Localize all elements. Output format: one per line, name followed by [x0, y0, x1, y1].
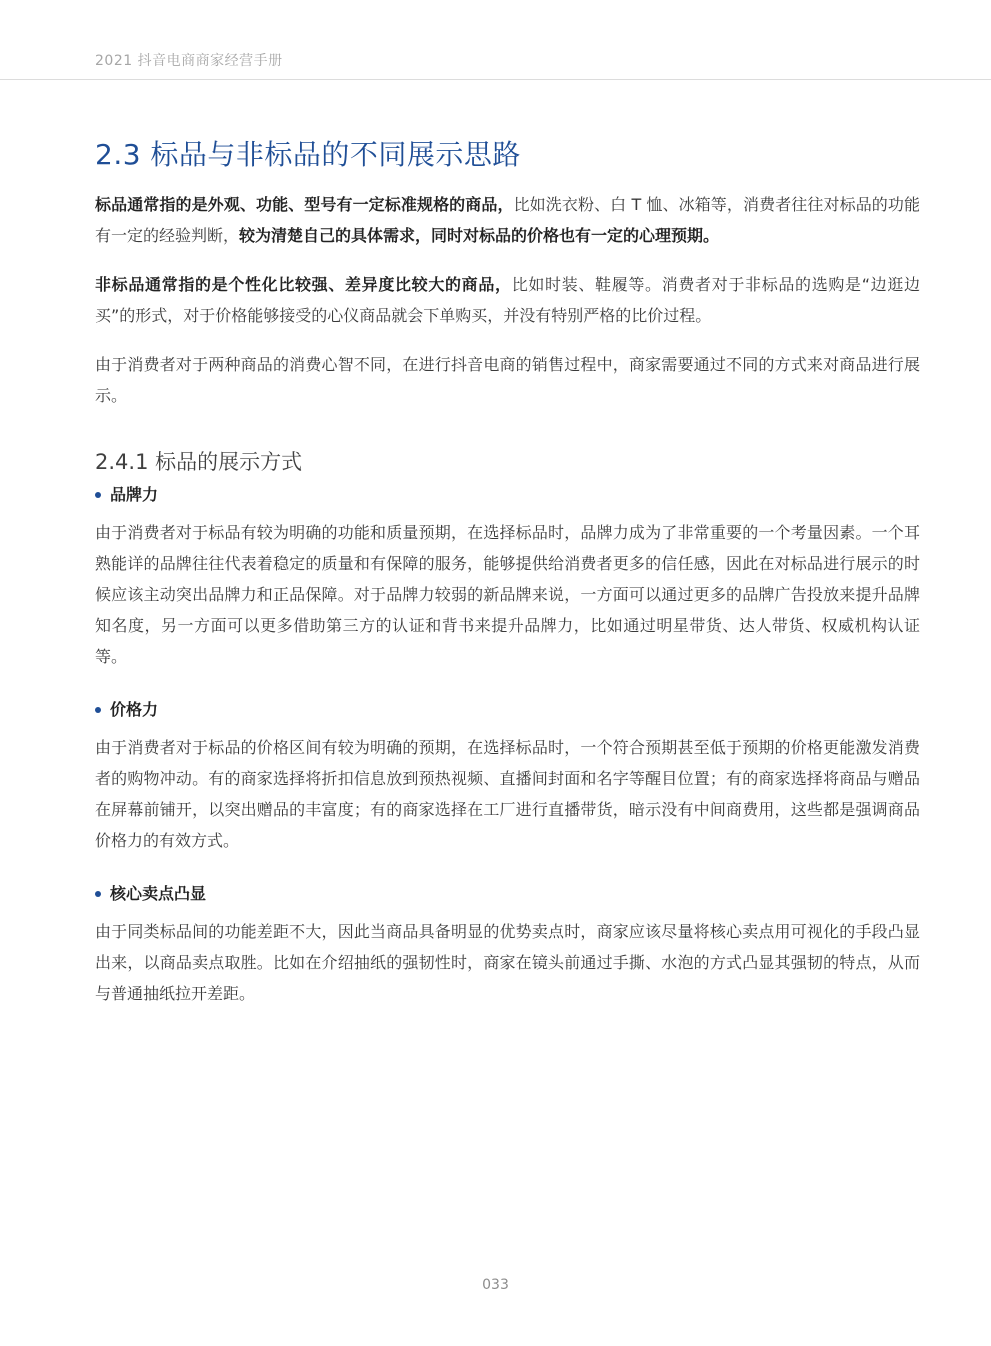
bullet-heading-price: [95, 698, 920, 722]
paragraph-selling-point: 由于同类标品间的功能差距不大，因此当商品具备明显的优势卖点时，商家应该尽量将核心卖点用可视化的手段凸显出来，以商品卖点取胜。比如在介绍抽纸的强韧性时，商家在镜头前通过手撕、水泡的方式凸显其强韧的特点，从而与普通抽纸拉开差距。: [95, 922, 920, 1003]
bullet-heading-selling-point: [95, 882, 920, 906]
body-text: 比如时装、鞋履等。消费者对于非标品的选购是“边逛边买”的形式，对于价格能够接受的心仪商品就会下单购买，并没有特别严格的比价过程。: [95, 275, 920, 325]
bold-text: 标品通常指的是外观、功能、型号有一定标准规格的商品，: [95, 195, 514, 214]
bullet-heading-brand: [95, 483, 920, 507]
body-text: 比如洗衣粉、白 T 恤、冰箱等，消费者往往对标品的功能有一定的经验判断，: [95, 195, 920, 245]
page-number: 033: [482, 1277, 509, 1293]
bullet-dot-icon: [95, 492, 101, 498]
running-header: 2021 抖音电商商家经营手册: [95, 53, 283, 69]
bullet-heading-text: 品牌力: [110, 485, 159, 504]
subsection-title: 2.4.1 标品的展示方式: [95, 450, 303, 474]
paragraph-summary: 由于消费者对于两种商品的消费心智不同，在进行抖音电商的销售过程中，商家需要通过不同的方式来对商品进行展示。: [95, 355, 920, 405]
bullet-heading-text: 核心卖点凸显: [110, 884, 207, 903]
paragraph-nonstandard-products: [95, 269, 920, 331]
bullet-heading-text: 价格力: [110, 700, 159, 719]
header-divider: [0, 79, 991, 80]
bold-text: 非标品通常指的是个性化比较强、差异度比较大的商品，: [95, 275, 512, 294]
bullet-dot-icon: [95, 891, 101, 897]
bold-text: 较为清楚自己的具体需求，同时对标品的价格也有一定的心理预期。: [239, 226, 720, 245]
bullet-dot-icon: [95, 707, 101, 713]
paragraph-standard-products: [95, 189, 920, 251]
paragraph-price: 由于消费者对于标品的价格区间有较为明确的预期，在选择标品时，一个符合预期甚至低于预期的价格更能激发消费者的购物冲动。有的商家选择将折扣信息放到预热视频、直播间封面和名字等醒目位置；有的商家选择将商品与赠品在屏幕前铺开，以突出赠品的丰富度；有的商家选择在工厂进行直播带货，暗示没有中间商费用，这些都是强调商品价格力的有效方式。: [95, 738, 920, 850]
paragraph-brand: 由于消费者对于标品有较为明确的功能和质量预期，在选择标品时，品牌力成为了非常重要的一个考量因素。一个耳熟能详的品牌往往代表着稳定的质量和有保障的服务，能够提供给消费者更多的信任感，因此在对标品进行展示的时候应该主动突出品牌力和正品保障。对于品牌力较弱的新品牌来说，一方面可以通过更多的品牌广告投放来提升品牌知名度，另一方面可以更多借助第三方的认证和背书来提升品牌力，比如通过明星带货、达人带货、权威机构认证等。: [95, 523, 920, 666]
page-content: [95, 133, 920, 1009]
section-title: 2.3 标品与非标品的不同展示思路: [95, 138, 521, 171]
